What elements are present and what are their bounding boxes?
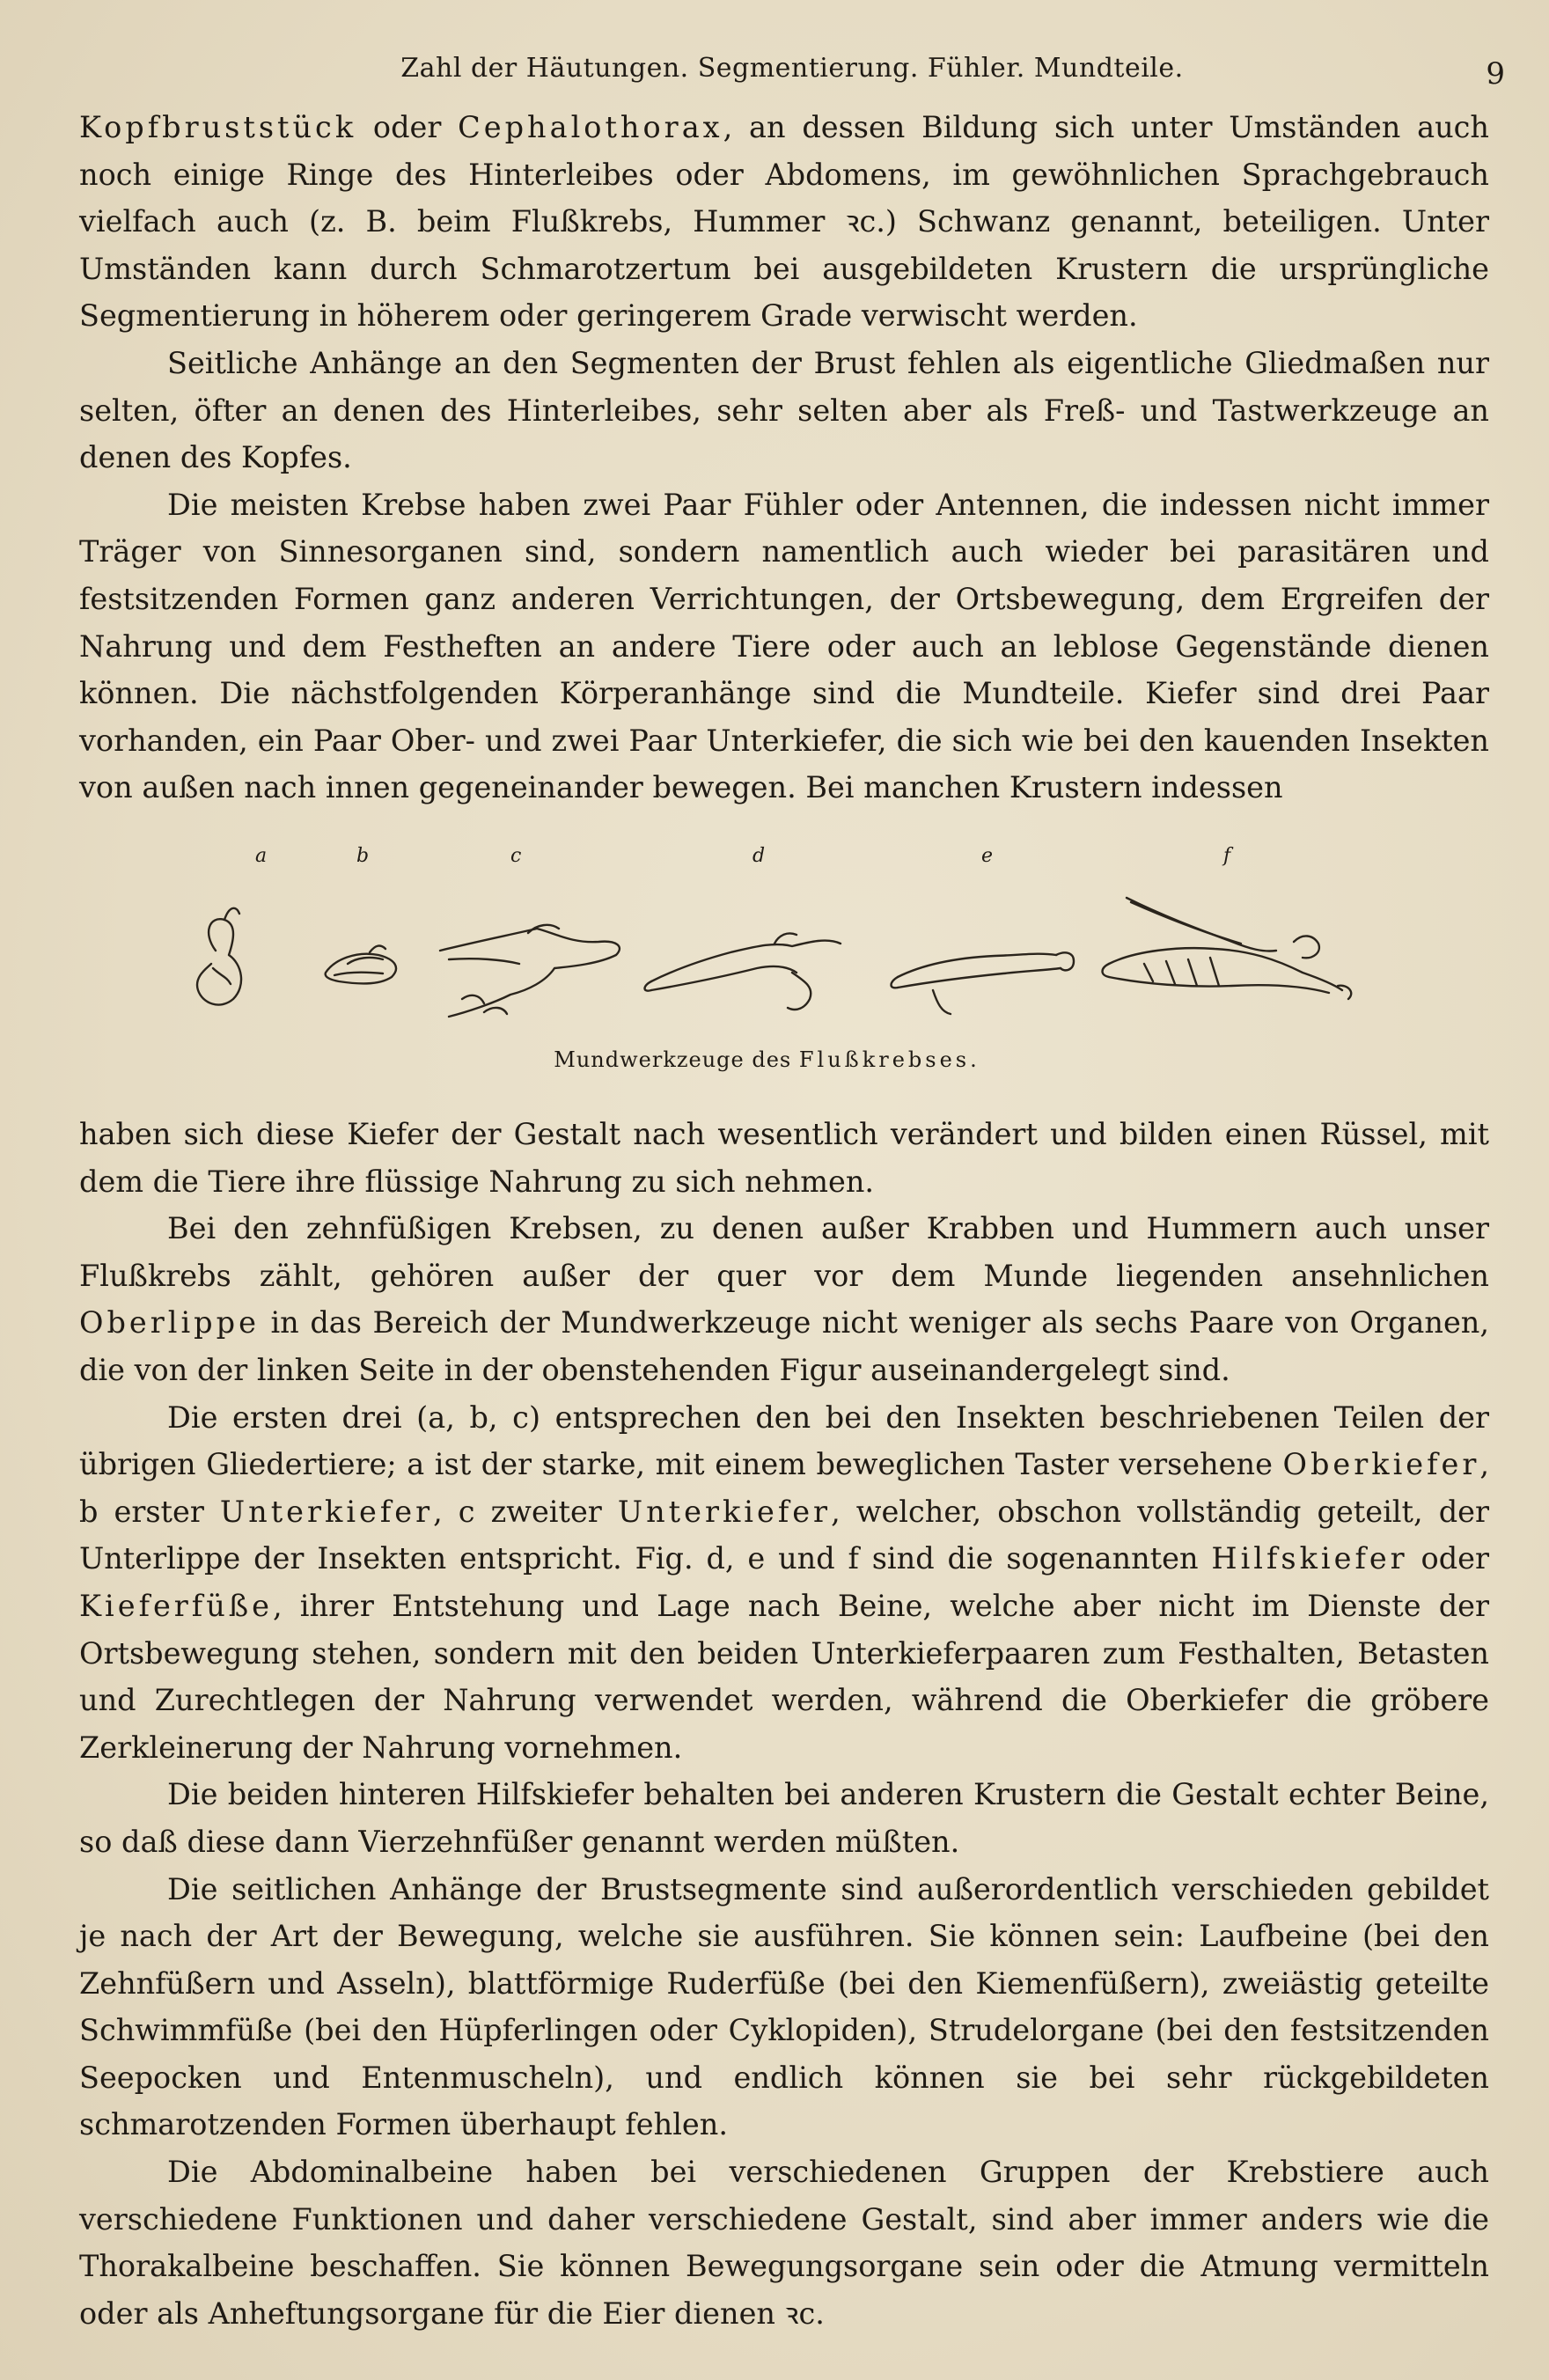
figure-label-b: b: [356, 845, 370, 867]
first-maxilliped-drawing-d: [645, 933, 841, 1009]
paragraph: Kopfbruststück oder Cephalothorax, an dessen Bildung sich unter Umständen auch noch einige Ringe des Hinterleibes oder Abdomens, im gewöhnlichen Sprachgebrauch vielfach auch (z. B. beim Flußkrebs, Hummer ꝛc.) Schwanz genannt, beteiligen. Unter Umständen kann durch Schmarotzertum bei ausgebildeten Krustern die ursprüngliche Segmentierung in höherem oder geringerem Grade verwischt werden.: [79, 110, 1489, 334]
figure-label-d: d: [752, 845, 766, 867]
term-hilfskiefer: Hilfskiefer: [1211, 1541, 1408, 1576]
paragraph: haben sich diese Kiefer der Gestalt nach wesentlich verändert und bilden einen Rüssel, mit dem die Tiere ihre flüssige Nahrung zu sich nehmen.: [79, 1117, 1489, 1199]
term-cephalothorax: Cephalothorax: [458, 110, 723, 144]
page-number: 9: [1486, 56, 1505, 92]
figure-label-a: a: [255, 845, 268, 867]
body-text-bottom: [79, 1111, 1489, 2337]
paragraph: Die seitlichen Anhänge der Brustsegmente sind außerordentlich verschieden gebildet je nach der Art der Bewegung, welche sie ausführen. Sie können sein: Laufbeine (bei den Zehnfüßern und Asseln), blattförmige Ruderfüße (bei den Kiemenfüßern), zweiästig geteilte Schwimmfüße (bei den Hüpferlingen oder Cyklopiden), Strudelorgane (bei den festsitzenden Seepocken und Entenmuscheln), und endlich können sie bei sehr rückgebildeten schmarotzenden Formen überhaupt fehlen.: [79, 1871, 1489, 2142]
first-maxilla-drawing-b: [326, 946, 396, 984]
term-oberlippe: Oberlippe: [79, 1305, 260, 1341]
running-head: Zahl der Häutungen. Segmentierung. Fühler. Mundteile.: [400, 53, 1184, 84]
paragraph: Die meisten Krebse haben zwei Paar Fühler oder Antennen, die indessen nicht immer Träger von Sinnesorganen sind, sondern namentlich auch wieder bei parasitären und festsitzenden Formen ganz anderen Verrichtungen, der Ortsbewegung, dem Ergreifen der Nahrung und dem Festheften an andere Tiere oder auch an leblose Gegenstände dienen können. Die nächstfolgenden Körperanhänge sind die Mundteile. Kiefer sind drei Paar vorhanden, ein Paar Ober- und zwei Paar Unterkiefer, die sich wie bei den kauenden Insekten von außen nach innen gegeneinander bewegen. Bei manchen Krustern indessen: [79, 487, 1489, 805]
page-header: [79, 42, 1505, 95]
paragraph: Die ersten drei (a, b, c) entsprechen den bei den Insekten beschriebenen Teilen der übrigen Gliedertiere; a ist der starke, mit einem beweglichen Taster versehene Oberkiefer, b erster Unterkiefer, c zweiter Unterkiefer, welcher, obschon vollständig geteilt, der Unterlippe der Insekten entspricht. Fig. d, e und f sind die sogenannten Hilfskiefer oder Kieferfüße, ihrer Entstehung und Lage nach Beine, welche aber nicht im Dienste der Ortsbewegung stehen, sondern mit den beiden Unterkieferpaaren zum Festhalten, Betasten und Zurechtlegen der Nahrung verwendet werden, während die Oberkiefer die gröbere Zerkleinerung der Nahrung vornehmen.: [79, 1399, 1489, 1765]
mouthparts-drawing: [158, 880, 1373, 1039]
term-unterkiefer-1: Unterkiefer: [219, 1494, 434, 1529]
second-maxilliped-drawing-e: [892, 952, 1075, 1014]
body-text-top: [79, 104, 1489, 812]
term-unterkiefer-2: Unterkiefer: [617, 1494, 832, 1529]
paragraph: Die beiden hinteren Hilfskiefer behalten bei anderen Krustern die Gestalt echter Beine, so daß diese dann Vierzehnfüßer genannt werden müßten.: [79, 1777, 1489, 1859]
term-oberkiefer: Oberkiefer: [1282, 1447, 1480, 1482]
term-kieferfuesse: Kieferfüße: [79, 1588, 273, 1623]
figure-caption: Mundwerkzeuge des Flußkrebses.: [554, 1047, 978, 1072]
figure-label-f: f: [1223, 845, 1231, 867]
third-maxilliped-drawing-f: [1103, 898, 1352, 999]
term-kopfbruststueck: Kopfbruststück: [79, 110, 357, 144]
second-maxilla-drawing-c: [440, 925, 620, 1017]
mandible-drawing-a: [197, 908, 241, 1005]
figure-label-e: e: [981, 845, 994, 867]
paragraph: Bei den zehnfüßigen Krebsen, zu denen außer Krabben und Hummern auch unser Flußkrebs zählt, gehören außer der quer vor dem Munde liegenden ansehnlichen Oberlippe in das Bereich der Mundwerkzeuge nicht weniger als sechs Paare von Organen, die von der linken Seite in der obenstehenden Figur auseinandergelegt sind.: [79, 1211, 1489, 1387]
term-flusskrebses: Flußkrebses: [798, 1047, 971, 1072]
paragraph: Seitliche Anhänge an den Segmenten der Brust fehlen als eigentliche Gliedmaßen nur selten, öfter an denen des Hinterleibes, sehr selten aber als Freß- und Tastwerkzeuge an denen des Kopfes.: [79, 345, 1489, 475]
figure-mouthparts: [158, 845, 1373, 1091]
figure-label-c: c: [510, 845, 522, 867]
paragraph: Die Abdominalbeine haben bei verschiedenen Gruppen der Krebstiere auch verschiedene Funktionen und daher verschiedene Gestalt, sind aber immer anders wie die Thorakalbeine beschaffen. Sie können Bewegungsorgane sein oder die Atmung vermitteln oder als Anheftungsorgane für die Eier dienen ꝛc.: [79, 2155, 1489, 2331]
